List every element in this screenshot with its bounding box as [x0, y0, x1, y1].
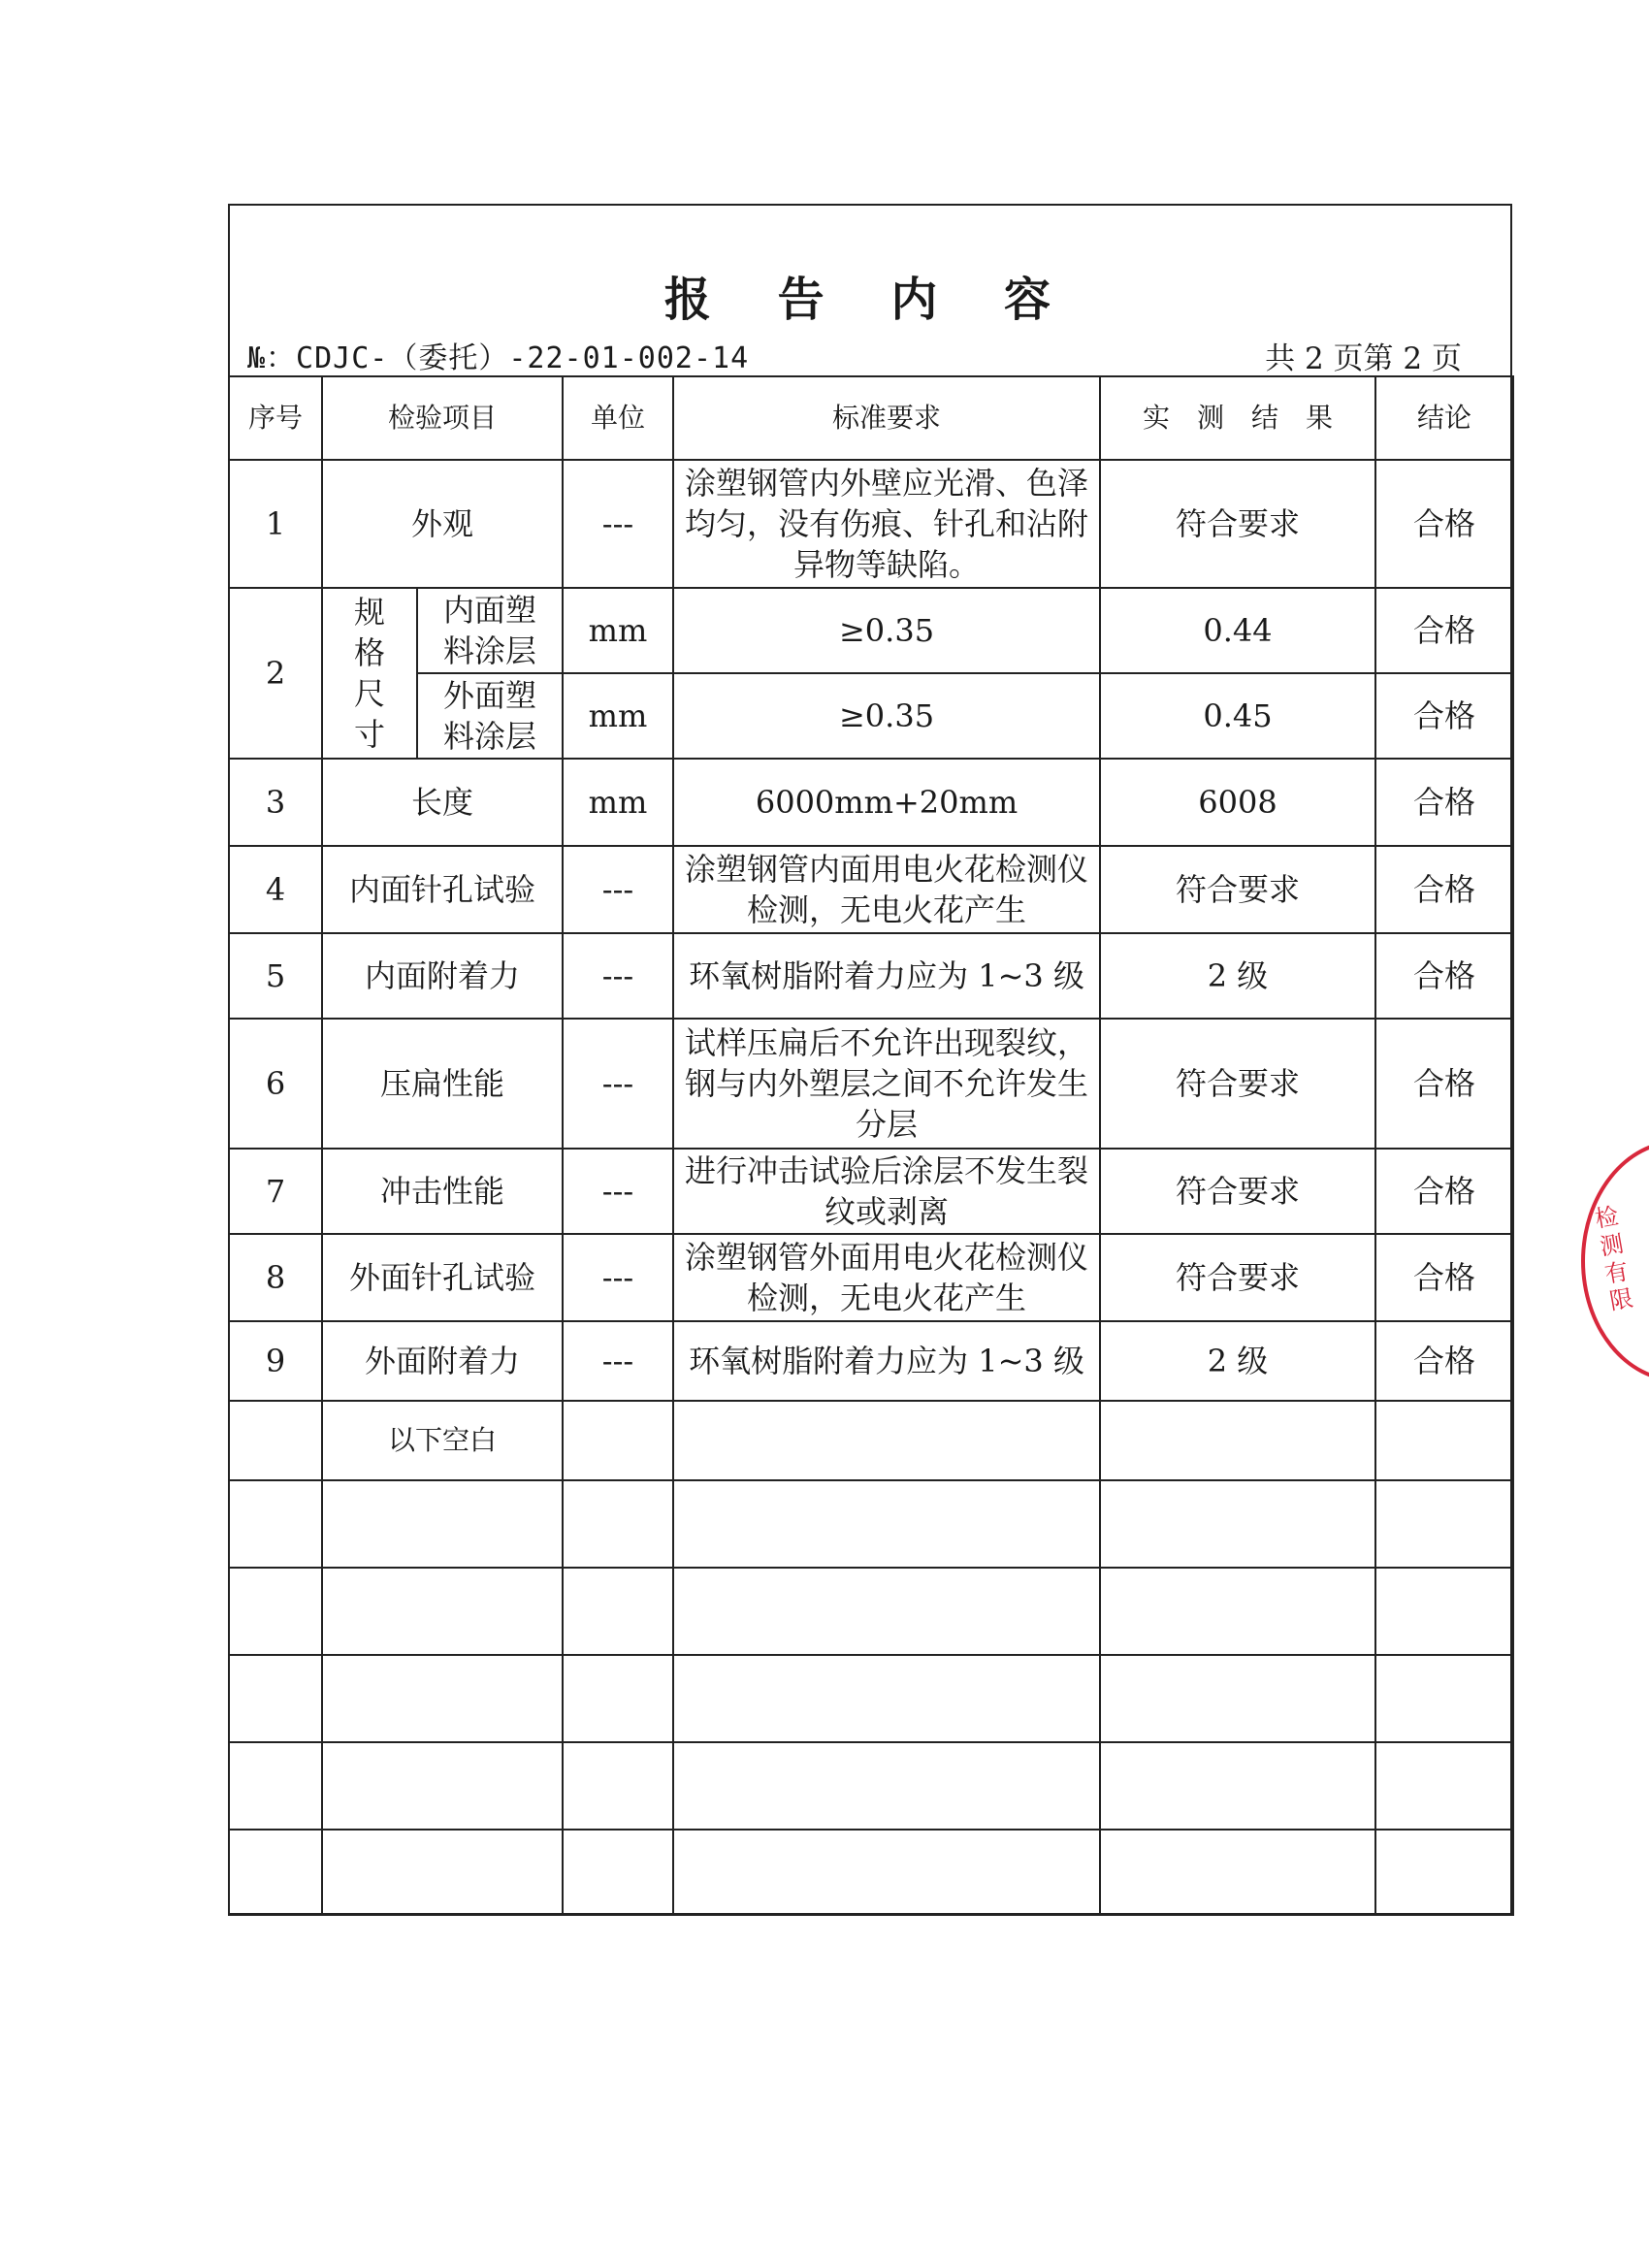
table-row: [229, 1742, 1513, 1830]
cell-seq: 5: [229, 933, 322, 1019]
cell-conclusion: 合格: [1375, 588, 1513, 673]
blank-note: 以下空白: [322, 1401, 563, 1480]
cell-item: 外面针孔试验: [322, 1234, 563, 1321]
header-result: 实 测 结 果: [1100, 376, 1375, 460]
document-number: №：CDJC-（委托）-22-01-002-14: [247, 341, 750, 375]
cell-unit: ---: [563, 1149, 673, 1234]
cell-conclusion: 合格: [1375, 673, 1513, 759]
header-unit: 单位: [563, 376, 673, 460]
cell-unit: mm: [563, 588, 673, 673]
cell-seq: 9: [229, 1321, 322, 1401]
cell-result: 符合要求: [1100, 1234, 1375, 1321]
table-row: [229, 1830, 1513, 1915]
cell-standard: 环氧树脂附着力应为 1~3 级: [673, 1321, 1100, 1401]
cell-standard: 环氧树脂附着力应为 1~3 级: [673, 933, 1100, 1019]
cell-seq: 8: [229, 1234, 322, 1321]
table-row: [229, 1149, 1513, 1234]
cell-unit: mm: [563, 759, 673, 846]
cell-standard: 进行冲击试验后涂层不发生裂纹或剥离: [673, 1149, 1100, 1234]
cell-seq: 2: [229, 588, 322, 759]
table-row: [229, 933, 1513, 1019]
header-seq: 序号: [229, 376, 322, 460]
table-row: [229, 759, 1513, 846]
cell-group: 规格尺寸: [322, 588, 417, 759]
cell-conclusion: 合格: [1375, 1149, 1513, 1234]
cell-conclusion: 合格: [1375, 759, 1513, 846]
cell-result: 符合要求: [1100, 846, 1375, 933]
page-indicator: 共 2 页第 2 页: [1265, 341, 1462, 376]
cell-item: 外面附着力: [322, 1321, 563, 1401]
header-conclusion: 结论: [1375, 376, 1513, 460]
cell-item: 外观: [322, 460, 563, 588]
table-row: [229, 588, 1513, 673]
cell-unit: mm: [563, 673, 673, 759]
report-frame: [228, 204, 1512, 1915]
table-row: [229, 1321, 1513, 1401]
cell-unit: ---: [563, 1234, 673, 1321]
cell-standard: 涂塑钢管内外壁应光滑、色泽均匀，没有伤痕、针孔和沾附异物等缺陷。: [673, 460, 1100, 588]
header-item: 检验项目: [322, 376, 563, 460]
cell-conclusion: 合格: [1375, 933, 1513, 1019]
cell-result: 2 级: [1100, 1321, 1375, 1401]
cell-seq: 1: [229, 460, 322, 588]
cell-unit: ---: [563, 1321, 673, 1401]
report-table: [228, 375, 1514, 1916]
table-row: [229, 1019, 1513, 1149]
cell-unit: ---: [563, 460, 673, 588]
table-row: [229, 1655, 1513, 1742]
cell-item: 内面塑料涂层: [417, 588, 563, 673]
cell-standard: 6000mm+20mm: [673, 759, 1100, 846]
cell-result: 0.45: [1100, 673, 1375, 759]
cell-conclusion: 合格: [1375, 460, 1513, 588]
cell-unit: ---: [563, 1019, 673, 1149]
cell-item: 外面塑料涂层: [417, 673, 563, 759]
cell-item: 内面针孔试验: [322, 846, 563, 933]
cell-item: 冲击性能: [322, 1149, 563, 1234]
table-row: [229, 1401, 1513, 1480]
cell-item: 压扁性能: [322, 1019, 563, 1149]
cell-result: 符合要求: [1100, 1019, 1375, 1149]
report-title: 报 告 内 容: [663, 273, 1077, 327]
cell-standard: 涂塑钢管内面用电火花检测仪检测，无电火花产生: [673, 846, 1100, 933]
cell-result: 0.44: [1100, 588, 1375, 673]
cell-seq: 6: [229, 1019, 322, 1149]
cell-standard: 涂塑钢管外面用电火花检测仪检测，无电火花产生: [673, 1234, 1100, 1321]
table-row: [229, 1234, 1513, 1321]
cell-result: 符合要求: [1100, 460, 1375, 588]
cell-conclusion: 合格: [1375, 1234, 1513, 1321]
cell-conclusion: 合格: [1375, 1019, 1513, 1149]
cell-standard: ≥0.35: [673, 588, 1100, 673]
cell-conclusion: 合格: [1375, 846, 1513, 933]
header-standard: 标准要求: [673, 376, 1100, 460]
cell-standard: 试样压扁后不允许出现裂纹，钢与内外塑层之间不允许发生分层: [673, 1019, 1100, 1149]
cell-result: 符合要求: [1100, 1149, 1375, 1234]
cell-standard: ≥0.35: [673, 673, 1100, 759]
table-header-row: [229, 376, 1513, 460]
cell-conclusion: 合格: [1375, 1321, 1513, 1401]
cell-item: 内面附着力: [322, 933, 563, 1019]
cell-seq: 3: [229, 759, 322, 846]
table-row: [229, 1480, 1513, 1568]
table-row: [229, 1568, 1513, 1655]
seal-text: 检测有限: [1593, 1202, 1635, 1316]
table-row: [229, 846, 1513, 933]
cell-unit: ---: [563, 933, 673, 1019]
cell-result: 6008: [1100, 759, 1375, 846]
cell-item: 长度: [322, 759, 563, 846]
table-row: [229, 673, 1513, 759]
cell-seq: 4: [229, 846, 322, 933]
table-row: [229, 460, 1513, 588]
cell-seq: 7: [229, 1149, 322, 1234]
cell-result: 2 级: [1100, 933, 1375, 1019]
cell-unit: ---: [563, 846, 673, 933]
